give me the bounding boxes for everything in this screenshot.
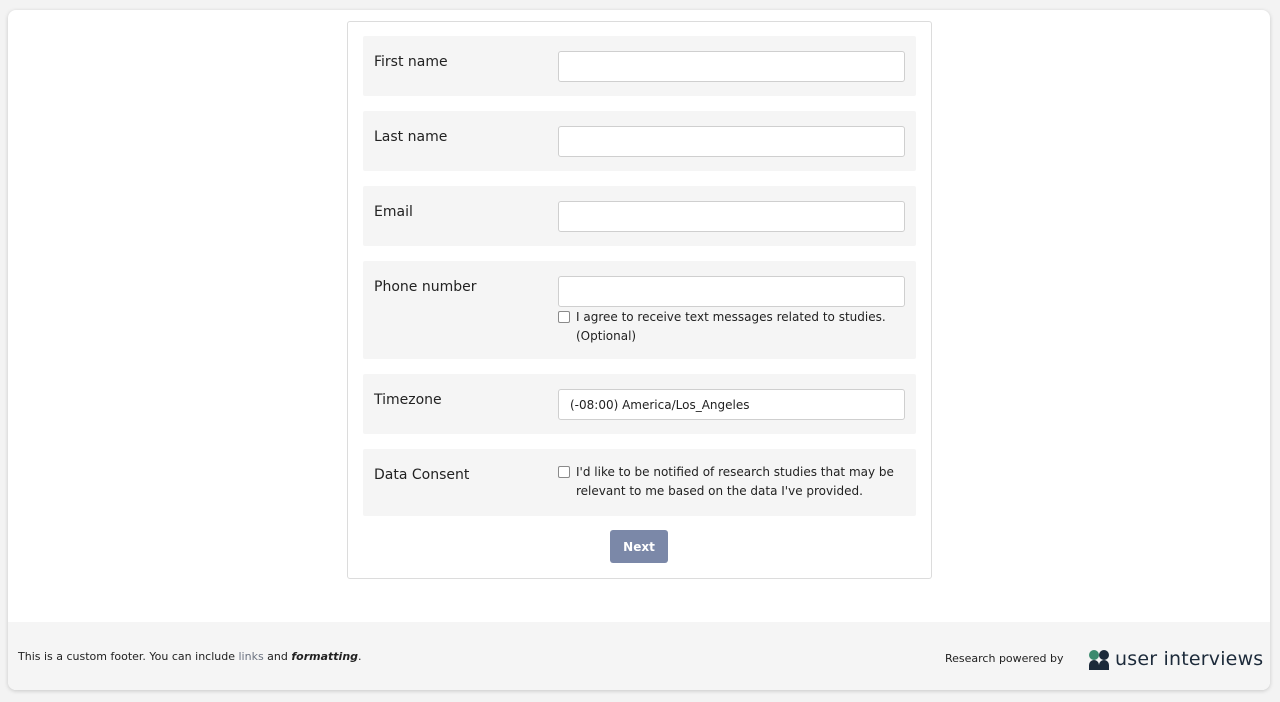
footer-text-end: . xyxy=(358,650,362,663)
last-name-row xyxy=(363,111,916,171)
next-button[interactable]: Next xyxy=(610,530,668,563)
custom-footer-text xyxy=(18,650,362,663)
brand-name[interactable]: user interviews xyxy=(1115,648,1264,670)
sms-consent xyxy=(558,308,898,348)
phone-row xyxy=(363,261,916,359)
email-row xyxy=(363,186,916,246)
footer-text-start: This is a custom footer. You can include xyxy=(18,650,239,663)
user-interviews-logo-icon[interactable] xyxy=(1088,649,1110,671)
sms-consent-checkbox[interactable] xyxy=(558,311,570,323)
phone-label: Phone number xyxy=(374,279,477,295)
phone-input[interactable] xyxy=(558,276,905,307)
data-consent-checkbox[interactable] xyxy=(558,466,570,478)
first-name-input[interactable] xyxy=(558,51,905,82)
first-name-row xyxy=(363,36,916,96)
first-name-label: First name xyxy=(374,54,448,70)
timezone-label: Timezone xyxy=(374,392,442,408)
data-consent-row xyxy=(363,449,916,516)
footer-formatted-text: formatting xyxy=(291,650,359,663)
timezone-input[interactable] xyxy=(558,389,905,420)
sms-consent-text: I agree to receive text messages related to studies. (Optional) xyxy=(576,310,886,343)
last-name-input[interactable] xyxy=(558,126,905,157)
email-input[interactable] xyxy=(558,201,905,232)
signup-form-card xyxy=(347,21,932,579)
footer-link[interactable]: links xyxy=(238,650,264,663)
timezone-row xyxy=(363,374,916,434)
last-name-label: Last name xyxy=(374,129,448,145)
page-window xyxy=(8,10,1270,690)
data-consent-label: Data Consent xyxy=(374,467,470,483)
email-label: Email xyxy=(374,204,413,220)
footer xyxy=(8,622,1270,690)
powered-by-label: Research powered by xyxy=(945,652,1064,665)
data-consent-text: I'd like to be notified of research studies that may be relevant to me based on the data I've provided. xyxy=(576,465,894,498)
data-consent xyxy=(558,463,898,503)
footer-text-middle: and xyxy=(263,650,292,663)
